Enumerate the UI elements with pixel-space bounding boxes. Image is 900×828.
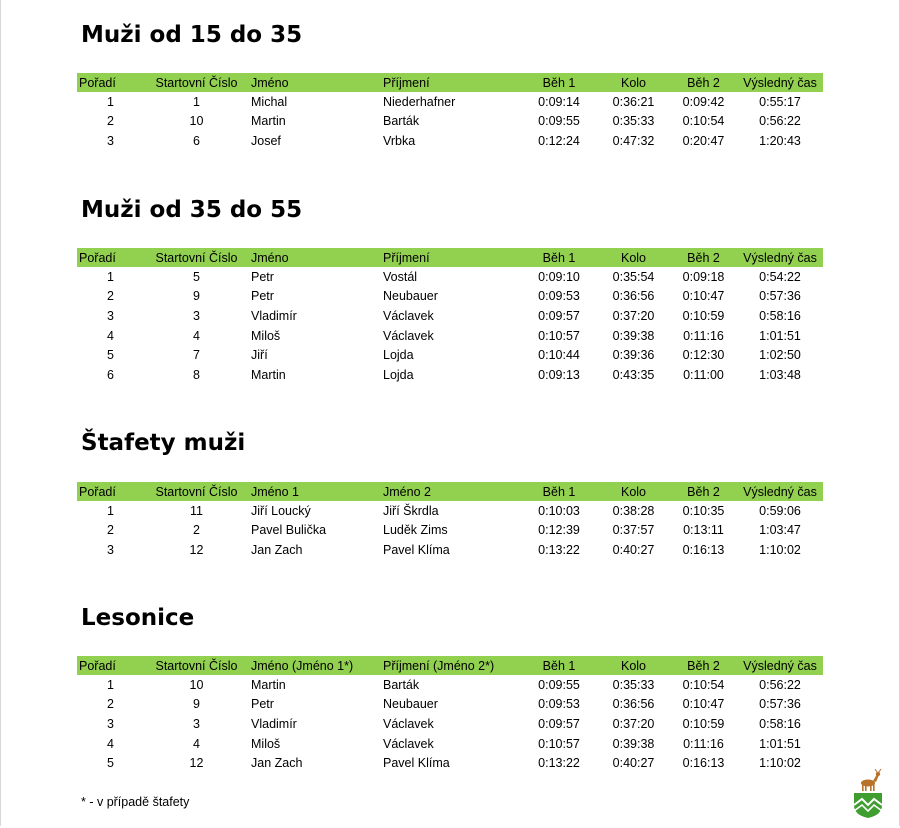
col-header-beh2: Běh 2 xyxy=(670,482,737,501)
table-row xyxy=(77,306,823,326)
table-row xyxy=(77,540,823,560)
table-cell: Luděk Zims xyxy=(383,523,448,538)
table-cell: Petr xyxy=(251,269,274,284)
table-cell: 1 xyxy=(107,677,114,692)
table-cell: 7 xyxy=(193,348,200,363)
col-header-prijmeni: Příjmení (Jméno 2*) xyxy=(381,656,521,675)
table-cell: 0:39:36 xyxy=(612,348,655,363)
table-cell: 1:10:02 xyxy=(759,756,801,771)
col-header-poradi: Pořadí xyxy=(77,73,144,92)
table-cell: 0:09:55 xyxy=(538,677,580,692)
table-cell: Lojda xyxy=(383,367,414,382)
col-header-kolo: Kolo xyxy=(597,656,670,675)
table-cell: Barták xyxy=(383,677,420,692)
table-cell: 0:35:33 xyxy=(612,677,655,692)
table-header-row xyxy=(77,73,823,92)
table-cell: 9 xyxy=(193,289,200,304)
table-cell: 0:09:13 xyxy=(538,367,580,382)
table-cell: 0:09:57 xyxy=(538,308,580,323)
table-cell: 0:36:21 xyxy=(612,94,655,109)
table-cell: 0:36:56 xyxy=(612,289,655,304)
table-cell: 0:09:57 xyxy=(538,716,580,731)
table-cell: Václavek xyxy=(383,328,434,343)
table-cell: 0:09:53 xyxy=(538,289,580,304)
table-cell: 0:10:47 xyxy=(682,289,725,304)
table-cell: 0:10:47 xyxy=(682,697,725,712)
col-header-poradi: Pořadí xyxy=(77,248,144,267)
table-row xyxy=(77,326,823,346)
table-row xyxy=(77,345,823,365)
table-cell: 0:39:38 xyxy=(612,736,655,751)
table-cell: Václavek xyxy=(383,716,434,731)
table-cell: 0:40:27 xyxy=(612,756,655,771)
table-cell: 0:10:57 xyxy=(538,736,580,751)
table-cell: Pavel Klíma xyxy=(383,542,450,557)
results-table xyxy=(77,656,823,773)
table-cell: 0:58:16 xyxy=(759,716,801,731)
table-cell: 8 xyxy=(193,367,200,382)
table-cell: Neubauer xyxy=(383,289,438,304)
table-cell: 0:10:44 xyxy=(538,348,580,363)
table-cell: 0:16:13 xyxy=(682,542,725,557)
table-cell: Pavel Klíma xyxy=(383,756,450,771)
table-row xyxy=(77,501,823,521)
table-cell: Neubauer xyxy=(383,697,438,712)
table-cell: 11 xyxy=(190,503,203,518)
table-cell: 4 xyxy=(193,736,200,751)
col-header-vysledny-cas: Výsledný čas xyxy=(737,248,823,267)
table-row xyxy=(77,92,823,112)
table-row xyxy=(77,131,823,151)
results-table xyxy=(77,73,823,151)
table-cell: 5 xyxy=(107,348,114,363)
table-cell: Martin xyxy=(251,677,286,692)
table-cell: 0:09:18 xyxy=(682,269,725,284)
table-cell: 0:35:33 xyxy=(612,114,655,129)
table-cell: 0:47:32 xyxy=(612,133,655,148)
col-header-startovni-cislo: Startovní Číslo xyxy=(144,248,249,267)
table-cell: Vladimír xyxy=(251,716,297,731)
table-cell: Miloš xyxy=(251,736,281,751)
table-cell: 12 xyxy=(189,542,204,557)
table-cell: Michal xyxy=(251,94,288,109)
table-cell: Lojda xyxy=(383,348,414,363)
table-cell: 0:10:03 xyxy=(538,503,580,518)
table-row xyxy=(77,112,823,132)
col-header-jmeno: Jméno 1 xyxy=(249,482,381,501)
table-cell: 1:02:50 xyxy=(759,348,801,363)
table-row xyxy=(77,287,823,307)
table-cell: 0:39:38 xyxy=(612,328,655,343)
col-header-beh2: Běh 2 xyxy=(670,248,737,267)
table-cell: 0:09:55 xyxy=(538,114,580,129)
col-header-startovni-cislo: Startovní Číslo xyxy=(144,482,249,501)
table-cell: 12 xyxy=(189,756,204,771)
table-cell: 0:11:16 xyxy=(683,328,724,343)
table-cell: Vladimír xyxy=(251,308,297,323)
table-cell: 3 xyxy=(107,542,114,557)
table-cell: 2 xyxy=(107,114,114,129)
col-header-kolo: Kolo xyxy=(597,248,670,267)
table-cell: 6 xyxy=(107,367,114,382)
table-cell: 9 xyxy=(193,697,200,712)
col-header-jmeno: Jméno xyxy=(249,248,381,267)
col-header-vysledny-cas: Výsledný čas xyxy=(737,73,823,92)
section-title: Muži od 15 do 35 xyxy=(81,22,303,48)
table-cell: 1:10:02 xyxy=(759,542,801,557)
col-header-prijmeni: Příjmení xyxy=(381,248,521,267)
deer-coat-of-arms-icon xyxy=(848,769,888,819)
table-cell: Jan Zach xyxy=(251,756,303,771)
section-title: Lesonice xyxy=(81,605,195,631)
table-cell: Josef xyxy=(251,133,281,148)
col-header-jmeno: Jméno (Jméno 1*) xyxy=(249,656,381,675)
table-cell: 3 xyxy=(193,716,200,731)
table-cell: 0:12:24 xyxy=(538,133,580,148)
table-cell: 0:10:59 xyxy=(682,716,725,731)
col-header-prijmeni: Jméno 2 xyxy=(381,482,521,501)
table-cell: 0:09:10 xyxy=(538,269,580,284)
table-header-row xyxy=(77,656,823,675)
table-cell: 1:20:43 xyxy=(759,133,801,148)
table-cell: 3 xyxy=(107,716,114,731)
col-header-poradi: Pořadí xyxy=(77,656,144,675)
table-cell: 0:10:57 xyxy=(538,328,580,343)
col-header-vysledny-cas: Výsledný čas xyxy=(737,656,823,675)
table-cell: 0:56:22 xyxy=(759,114,801,129)
table-row xyxy=(77,734,823,754)
results-table xyxy=(77,248,823,385)
table-cell: 3 xyxy=(193,308,200,323)
table-cell: 0:10:54 xyxy=(682,114,725,129)
table-cell: 0:56:22 xyxy=(759,677,801,692)
table-cell: 1 xyxy=(193,94,200,109)
table-cell: 2 xyxy=(107,697,114,712)
table-cell: Petr xyxy=(251,697,274,712)
table-row xyxy=(77,521,823,541)
col-header-beh2: Běh 2 xyxy=(670,73,737,92)
table-cell: 0:20:47 xyxy=(682,133,725,148)
col-header-beh1: Běh 1 xyxy=(521,656,597,675)
table-cell: 1 xyxy=(107,503,114,518)
table-cell: 1:03:48 xyxy=(759,367,801,382)
table-row xyxy=(77,675,823,695)
table-cell: Petr xyxy=(251,289,274,304)
table-cell: 10 xyxy=(189,114,204,129)
col-header-vysledny-cas: Výsledný čas xyxy=(737,482,823,501)
table-cell: 0:40:27 xyxy=(612,542,655,557)
table-cell: Vrbka xyxy=(383,133,416,148)
section-title: Štafety muži xyxy=(81,430,246,456)
table-cell: 0:55:17 xyxy=(759,94,801,109)
table-cell: 0:36:56 xyxy=(612,697,655,712)
table-cell: 5 xyxy=(107,756,114,771)
table-cell: Pavel Bulička xyxy=(251,523,327,538)
col-header-prijmeni: Příjmení xyxy=(381,73,521,92)
table-cell: 1:03:47 xyxy=(759,523,801,538)
table-cell: Niederhafner xyxy=(383,94,456,109)
table-cell: 4 xyxy=(193,328,200,343)
table-cell: 2 xyxy=(193,523,200,538)
table-cell: 2 xyxy=(107,523,114,538)
table-cell: 0:59:06 xyxy=(759,503,801,518)
col-header-startovni-cislo: Startovní Číslo xyxy=(144,73,249,92)
table-cell: Jan Zach xyxy=(251,542,303,557)
table-cell: 0:13:11 xyxy=(683,523,724,538)
table-cell: 10 xyxy=(189,677,204,692)
table-cell: 0:43:35 xyxy=(612,367,655,382)
table-cell: 0:54:22 xyxy=(759,269,801,284)
table-cell: 0:37:20 xyxy=(612,716,655,731)
col-header-beh1: Běh 1 xyxy=(521,73,597,92)
col-header-kolo: Kolo xyxy=(597,73,670,92)
table-cell: 0:37:57 xyxy=(612,523,655,538)
table-row xyxy=(77,753,823,773)
table-header-row xyxy=(77,482,823,501)
table-cell: Jiří Škrdla xyxy=(383,503,439,518)
table-cell: 0:16:13 xyxy=(682,756,725,771)
table-cell: 1:01:51 xyxy=(759,736,801,751)
col-header-startovni-cislo: Startovní Číslo xyxy=(144,656,249,675)
table-cell: 0:11:00 xyxy=(683,367,724,382)
table-cell: 3 xyxy=(107,308,114,323)
table-cell: 0:10:35 xyxy=(682,503,725,518)
table-cell: 3 xyxy=(107,133,114,148)
table-cell: 0:35:54 xyxy=(612,269,655,284)
col-header-beh2: Běh 2 xyxy=(670,656,737,675)
col-header-beh1: Běh 1 xyxy=(521,482,597,501)
table-cell: 0:09:53 xyxy=(538,697,580,712)
section-title: Muži od 35 do 55 xyxy=(81,197,303,223)
col-header-poradi: Pořadí xyxy=(77,482,144,501)
table-cell: 1 xyxy=(107,269,114,284)
table-cell: 0:09:14 xyxy=(538,94,580,109)
table-cell: 0:13:22 xyxy=(538,542,580,557)
col-header-beh1: Běh 1 xyxy=(521,248,597,267)
table-cell: 0:58:16 xyxy=(759,308,801,323)
table-cell: 0:12:30 xyxy=(682,348,725,363)
table-cell: 0:10:54 xyxy=(682,677,725,692)
table-header-row xyxy=(77,248,823,267)
table-row xyxy=(77,695,823,715)
footnote: * - v případě štafety xyxy=(81,795,190,809)
table-cell: Barták xyxy=(383,114,420,129)
table-cell: Miloš xyxy=(251,328,281,343)
table-cell: 0:13:22 xyxy=(538,756,580,771)
table-cell: Václavek xyxy=(383,308,434,323)
table-cell: 0:11:16 xyxy=(683,736,724,751)
table-cell: 4 xyxy=(107,328,114,343)
table-cell: 4 xyxy=(107,736,114,751)
table-cell: 0:57:36 xyxy=(759,697,801,712)
table-cell: 6 xyxy=(193,133,200,148)
table-cell: Václavek xyxy=(383,736,434,751)
table-cell: 0:12:39 xyxy=(538,523,580,538)
table-cell: 0:09:42 xyxy=(682,94,725,109)
table-cell: 0:10:59 xyxy=(682,308,725,323)
table-cell: Jiří Loucký xyxy=(251,503,311,518)
table-cell: 0:57:36 xyxy=(759,289,801,304)
table-cell: 1:01:51 xyxy=(759,328,801,343)
table-cell: Jiří xyxy=(251,348,268,363)
table-cell: 5 xyxy=(193,269,200,284)
table-cell: 0:38:28 xyxy=(612,503,655,518)
col-header-jmeno: Jméno xyxy=(249,73,381,92)
table-row xyxy=(77,365,823,385)
col-header-kolo: Kolo xyxy=(597,482,670,501)
table-cell: Martin xyxy=(251,114,286,129)
table-row xyxy=(77,267,823,287)
table-cell: 2 xyxy=(107,289,114,304)
results-table xyxy=(77,482,823,560)
table-cell: Vostál xyxy=(383,269,418,284)
table-row xyxy=(77,714,823,734)
table-cell: 1 xyxy=(107,94,114,109)
table-cell: Martin xyxy=(251,367,286,382)
table-cell: 0:37:20 xyxy=(612,308,655,323)
